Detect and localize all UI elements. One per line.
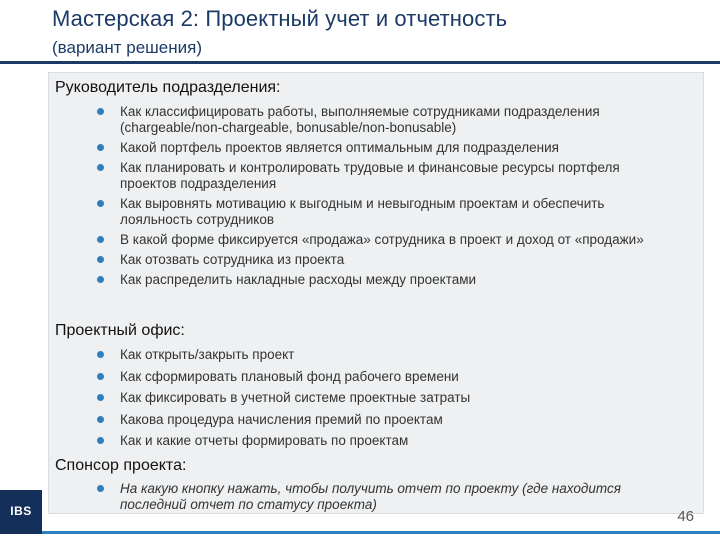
list-item: Как распределить накладные расходы между проектами bbox=[49, 272, 660, 288]
list-item: Как сформировать плановый фонд рабочего времени bbox=[49, 369, 660, 385]
bullet-icon bbox=[97, 485, 104, 492]
slide-title: Мастерская 2: Проектный учет и отчетность bbox=[52, 6, 508, 31]
list-item: Как фиксировать в учетной системе проектные затраты bbox=[49, 390, 660, 406]
slide-subtitle: (вариант решения) bbox=[52, 38, 203, 57]
bullet-list-project-sponsor bbox=[49, 481, 660, 513]
bullet-icon bbox=[97, 373, 104, 380]
bullet-list-project-office bbox=[49, 347, 660, 449]
section-heading-project-sponsor: Спонсор проекта: bbox=[55, 457, 187, 474]
bullet-icon bbox=[97, 394, 104, 401]
list-item: Как классифицировать работы, выполняемые сотрудниками подразделения (chargeable/non-chargeable, bonusable/non-bonusable) bbox=[49, 104, 660, 136]
page-number: 46 bbox=[677, 508, 694, 525]
list-item: Как открыть/закрыть проект bbox=[49, 347, 660, 363]
ibs-logo: IBS bbox=[10, 504, 32, 518]
list-item: Какой портфель проектов является оптимальным для подразделения bbox=[49, 140, 660, 156]
bullet-icon bbox=[97, 144, 104, 151]
bullet-icon bbox=[97, 416, 104, 423]
bullet-icon bbox=[97, 256, 104, 263]
bullet-icon bbox=[97, 108, 104, 115]
bullet-icon bbox=[97, 236, 104, 243]
list-item: В какой форме фиксируется «продажа» сотрудника в проект и доход от «продажи» bbox=[49, 232, 660, 248]
section-heading-project-office: Проектный офис: bbox=[55, 322, 185, 339]
footer-divider bbox=[42, 531, 720, 534]
list-item: Как и какие отчеты формировать по проектам bbox=[49, 433, 660, 449]
section-heading-department-head: Руководитель подразделения: bbox=[55, 79, 281, 96]
bullet-list-department-head bbox=[49, 104, 660, 288]
list-item: Как выровнять мотивацию к выгодным и невыгодным проектам и обеспечить лояльность сотрудников bbox=[49, 196, 660, 228]
list-item: Как планировать и контролировать трудовые и финансовые ресурсы портфеля проектов подразделения bbox=[49, 160, 660, 192]
bullet-icon bbox=[97, 200, 104, 207]
title-divider bbox=[0, 61, 720, 64]
bullet-icon bbox=[97, 437, 104, 444]
list-item: Какова процедура начисления премий по проектам bbox=[49, 412, 660, 428]
bullet-icon bbox=[97, 276, 104, 283]
bullet-icon bbox=[97, 351, 104, 358]
list-item: Как отозвать сотрудника из проекта bbox=[49, 252, 660, 268]
content-panel bbox=[48, 72, 704, 514]
bullet-icon bbox=[97, 164, 104, 171]
list-item: На какую кнопку нажать, чтобы получить отчет по проекту (где находится последний отчет по статусу проекта) bbox=[49, 481, 660, 513]
